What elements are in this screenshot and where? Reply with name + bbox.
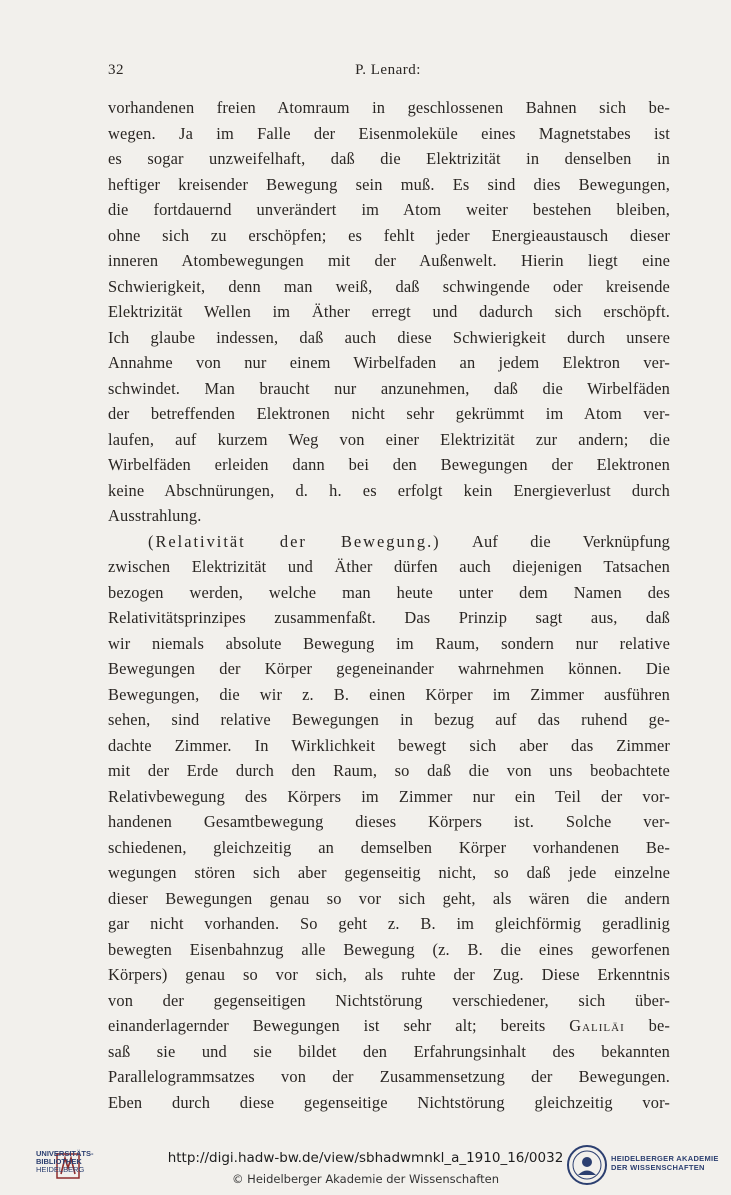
text-line: Ich glaube indessen, daß auch diese Schwierigkeit durch unsere — [108, 327, 670, 347]
text-line: schiedenen, gleichzeitig an demselben Körper vorhandenen Be- — [108, 837, 670, 857]
text-fragment: einanderlagernder Bewegungen ist sehr alt; bereits — [108, 1016, 546, 1035]
text-line: dieser Bewegungen genau so vor sich geht, als wären die andern — [108, 888, 670, 908]
page-header — [108, 62, 668, 86]
text-line: handenen Gesamtbewegung dieses Körpers ist. Solche ver- — [108, 812, 670, 831]
text-line: ohne sich zu erschöpfen; es fehlt jeder Energieaustausch dieser — [108, 225, 670, 245]
text-line: inneren Atombewegungen mit der Außenwelt. Hierin liegt eine — [108, 251, 670, 270]
text-line: Relativbewegung des Körpers im Zimmer nur ein Teil der vor- — [108, 786, 670, 806]
text-line: Eben durch diese gegenseitige Nichtstörung gleichzeitig vor- — [108, 1092, 670, 1112]
text-line: Annahme von nur einem Wirbelfaden an jedem Elektron ver- — [108, 353, 670, 372]
section-heading-line — [108, 529, 670, 555]
person-name: Galiläi — [569, 1016, 625, 1035]
text-line: wegungen stören sich aber gegenseitig nicht, so daß jede einzelne — [108, 863, 670, 882]
text-line: keine Abschnürungen, d. h. es erfolgt kein Energieverlust durch — [108, 480, 670, 500]
text-line: Körpers) genau so vor sich, als ruhte der Zug. Diese Erkenntnis — [108, 965, 670, 984]
text-line: sehen, sind relative Bewegungen in bezug auf das ruhend ge- — [108, 710, 670, 729]
page-number: 32 — [108, 62, 124, 78]
academy-name-line: DER WISSENSCHAFTEN — [611, 1163, 705, 1172]
text-line: bewegten Eisenbahnzug alle Bewegung (z. B. die eines geworfenen — [108, 939, 670, 959]
academy-seal-icon — [566, 1144, 608, 1186]
library-name-line: BIBLIOTHEK — [36, 1157, 82, 1166]
text-line: saß sie und sie bildet den Erfahrungsinhalt des bekannten — [108, 1041, 670, 1061]
permalink-url[interactable]: http://digi.hadw-bw.de/view/sbhadwmnkl_a_1910_16/0032 — [167, 1150, 564, 1166]
text-line: Schwierigkeit, denn man weiß, daß schwingende oder kreisende — [108, 276, 670, 296]
text-fragment: Auf die Verknüpfung — [472, 531, 671, 551]
text-fragment: be- — [648, 1016, 671, 1035]
text-line: zwischen Elektrizität und Äther dürfen auch diejenigen Tatsachen — [108, 557, 670, 576]
text-line: von der gegenseitigen Nichtstörung verschiedener, sich über- — [108, 990, 670, 1010]
text-line: Bewegungen, die wir z. B. einen Körper im Zimmer ausführen — [108, 684, 670, 704]
text-line: Ausstrahlung. — [108, 506, 202, 525]
library-name-line: HEIDELBERG — [36, 1165, 85, 1174]
running-head: P. Lenard: — [355, 62, 421, 78]
text-line: die fortdauernd unverändert im Atom weiter bestehen bleiben, — [108, 200, 670, 219]
academy-name — [611, 1154, 726, 1172]
text-line: dachte Zimmer. In Wirklichkeit bewegt sich aber das Zimmer — [108, 735, 670, 755]
text-line: wir niemals absolute Bewegung im Raum, sondern nur relative — [108, 633, 670, 653]
text-line: heftiger kreisender Bewegung sein muß. Es sind dies Bewegungen, — [108, 174, 670, 194]
text-line: bezogen werden, welche man heute unter dem Namen des — [108, 582, 670, 602]
library-name-line: UNIVERSITÄTS- — [36, 1149, 94, 1158]
text-line: Bewegungen der Körper gegeneinander wahrnehmen können. Die — [108, 659, 670, 678]
text-line: Parallelogrammsatzes von der Zusammensetzung der Bewegungen. — [108, 1067, 670, 1086]
body-text — [108, 95, 670, 1115]
text-line: vorhandenen freien Atomraum in geschlossenen Bahnen sich be- — [108, 98, 670, 117]
section-heading: (Relativität der Bewegung.) — [148, 531, 441, 551]
text-line: Relativitätsprinzipes zusammenfaßt. Das Prinzip sagt aus, daß — [108, 608, 670, 627]
text-line: der betreffenden Elektronen nicht sehr gekrümmt im Atom ver- — [108, 404, 670, 423]
text-line: mit der Erde durch den Raum, so daß die von uns beobachtete — [108, 761, 670, 780]
galilei-line — [108, 1013, 670, 1039]
text-line: wegen. Ja im Falle der Eisenmoleküle eines Magnetstabes ist — [108, 123, 670, 143]
text-line: laufen, auf kurzem Weg von einer Elektrizität zur andern; die — [108, 429, 670, 449]
academy-name-line: HEIDELBERGER AKADEMIE — [611, 1154, 719, 1163]
text-line: Elektrizität Wellen im Äther erregt und dadurch sich erschöpft. — [108, 302, 670, 321]
digitization-footer — [0, 1138, 731, 1195]
text-line: es sogar unzweifelhaft, daß die Elektrizität in denselben in — [108, 149, 670, 168]
copyright-notice: © Heidelberger Akademie der Wissenschaften — [232, 1172, 499, 1186]
text-line: gar nicht vorhanden. So geht z. B. im gleichförmig geradlinig — [108, 914, 670, 933]
text-line: Wirbelfäden erleiden dann bei den Bewegungen der Elektronen — [108, 455, 670, 474]
text-line: schwindet. Man braucht nur anzunehmen, daß die Wirbelfäden — [108, 378, 670, 398]
